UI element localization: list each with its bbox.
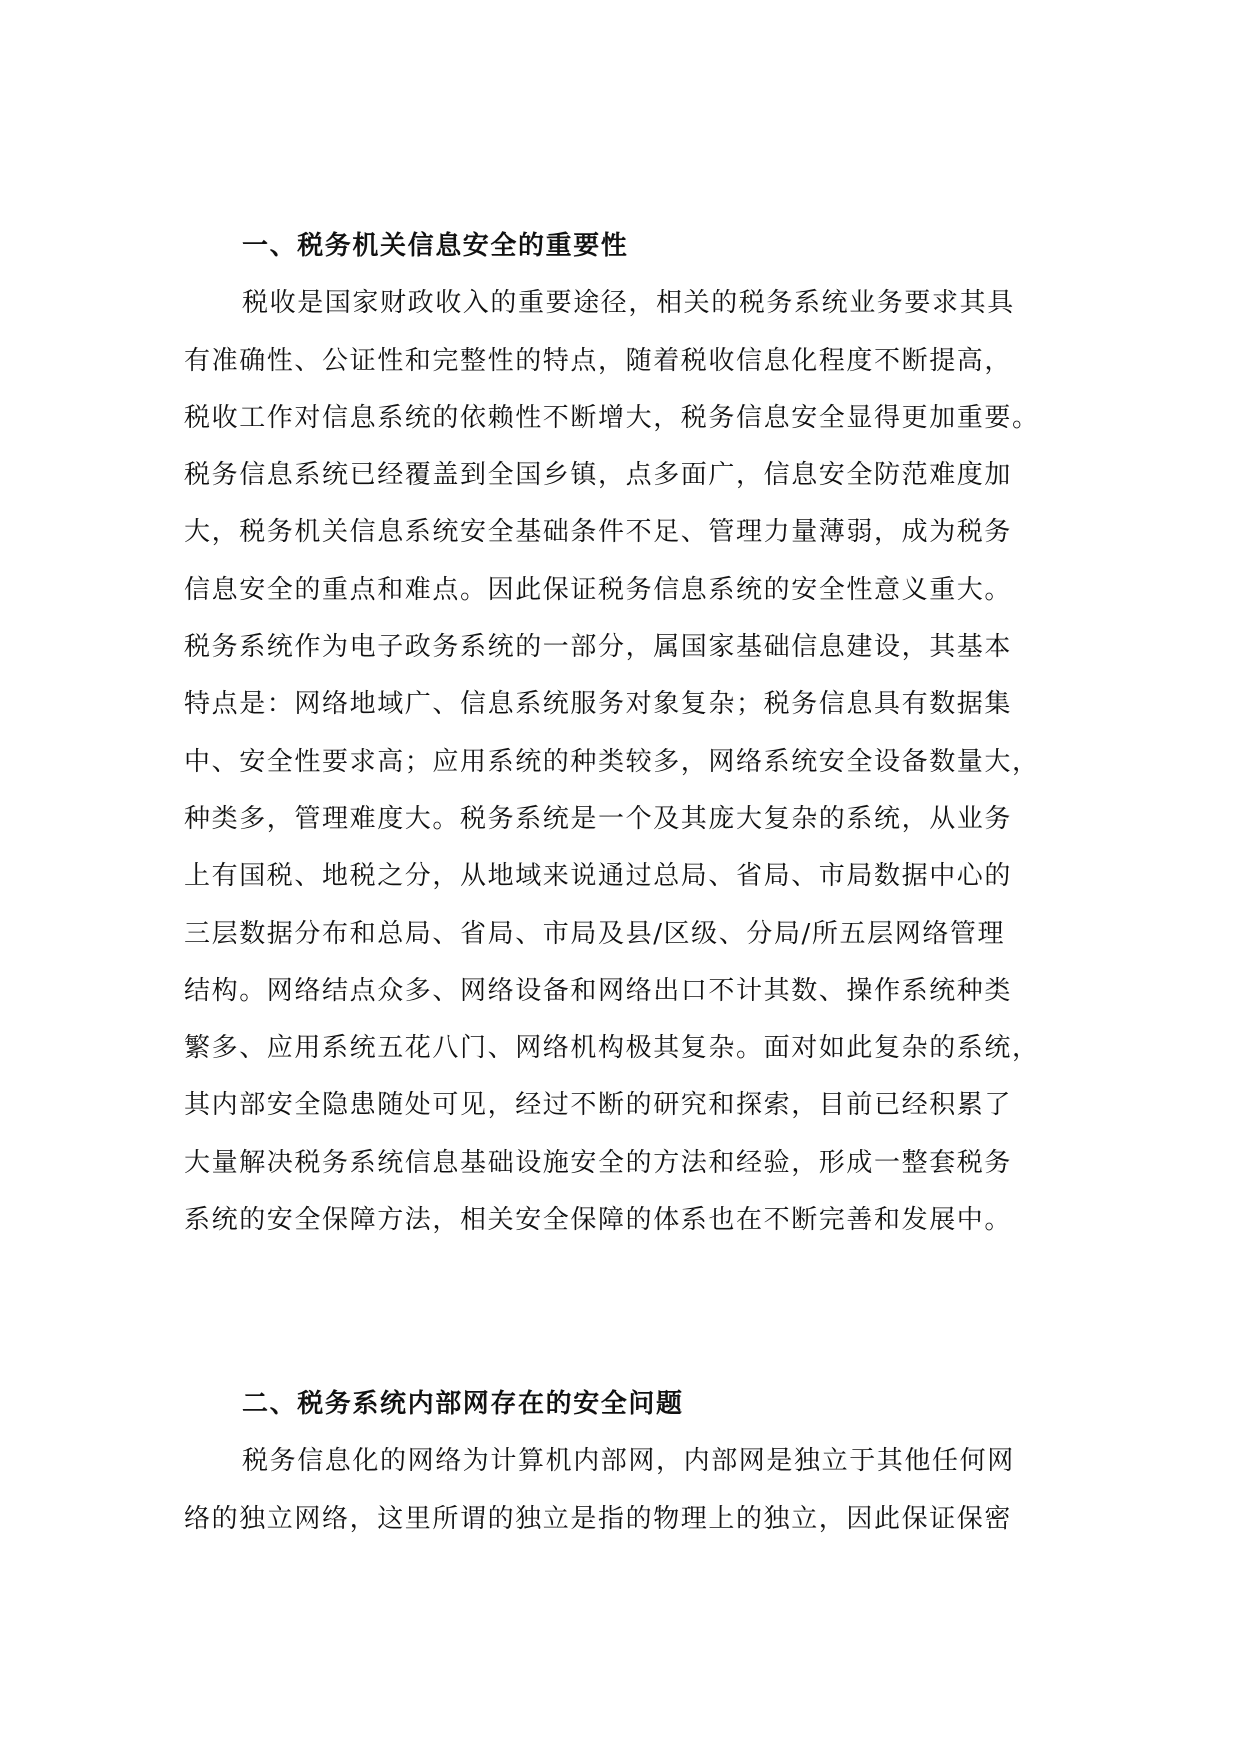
paragraph-line: 其内部安全隐患随处可见，经过不断的研究和探索，目前已经积累了: [184, 1090, 1013, 1121]
section-heading: 一、税务机关信息安全的重要性: [242, 231, 629, 261]
paragraph-line: 大量解决税务系统信息基础设施安全的方法和经验，形成一整套税务: [184, 1147, 1013, 1178]
paragraph-line: 中、安全性要求高；应用系统的种类较多，网络系统安全设备数量大，: [184, 746, 1040, 777]
paragraph-line: 络的独立网络，这里所谓的独立是指的物理上的独立，因此保证保密: [184, 1503, 1013, 1534]
paragraph-line: 三层数据分布和总局、省局、市局及县/区级、分局/所五层网络管理: [184, 918, 1006, 949]
paragraph-line: 种类多，管理难度大。税务系统是一个及其庞大复杂的系统，从业务: [184, 803, 1013, 834]
paragraph-line: 税务信息系统已经覆盖到全国乡镇，点多面广，信息安全防范难度加: [184, 460, 1013, 491]
paragraph-line: 税收是国家财政收入的重要途径，相关的税务系统业务要求其具: [242, 288, 1015, 319]
paragraph-line: 繁多、应用系统五花八门、网络机构极其复杂。面对如此复杂的系统，: [184, 1033, 1040, 1064]
paragraph-line: 信息安全的重点和难点。因此保证税务信息系统的安全性意义重大。: [184, 574, 1013, 605]
paragraph-line: 特点是：网络地域广、信息系统服务对象复杂；税务信息具有数据集: [184, 689, 1013, 720]
paragraph-line: 大，税务机关信息系统安全基础条件不足、管理力量薄弱，成为税务: [184, 517, 1013, 548]
paragraph-line: 上有国税、地税之分，从地域来说通过总局、省局、市局数据中心的: [184, 861, 1013, 892]
paragraph-line: 结构。网络结点众多、网络设备和网络出口不计其数、操作系统种类: [184, 975, 1013, 1006]
paragraph-line: 系统的安全保障方法，相关安全保障的体系也在不断完善和发展中。: [184, 1205, 1013, 1236]
section-heading: 二、税务系统内部网存在的安全问题: [242, 1389, 684, 1419]
paragraph-line: 税收工作对信息系统的依赖性不断增大，税务信息安全显得更加重要。: [184, 402, 1040, 433]
section-internal-network-issues: [184, 1376, 1060, 1548]
paragraph-line: 税务系统作为电子政务系统的一部分，属国家基础信息建设，其基本: [184, 632, 1013, 663]
paragraph-line: 有准确性、公证性和完整性的特点，随着税收信息化程度不断提高，: [184, 345, 1013, 376]
paragraph-line: 税务信息化的网络为计算机内部网，内部网是独立于其他任何网: [242, 1446, 1015, 1477]
section-importance: [184, 218, 1060, 1249]
